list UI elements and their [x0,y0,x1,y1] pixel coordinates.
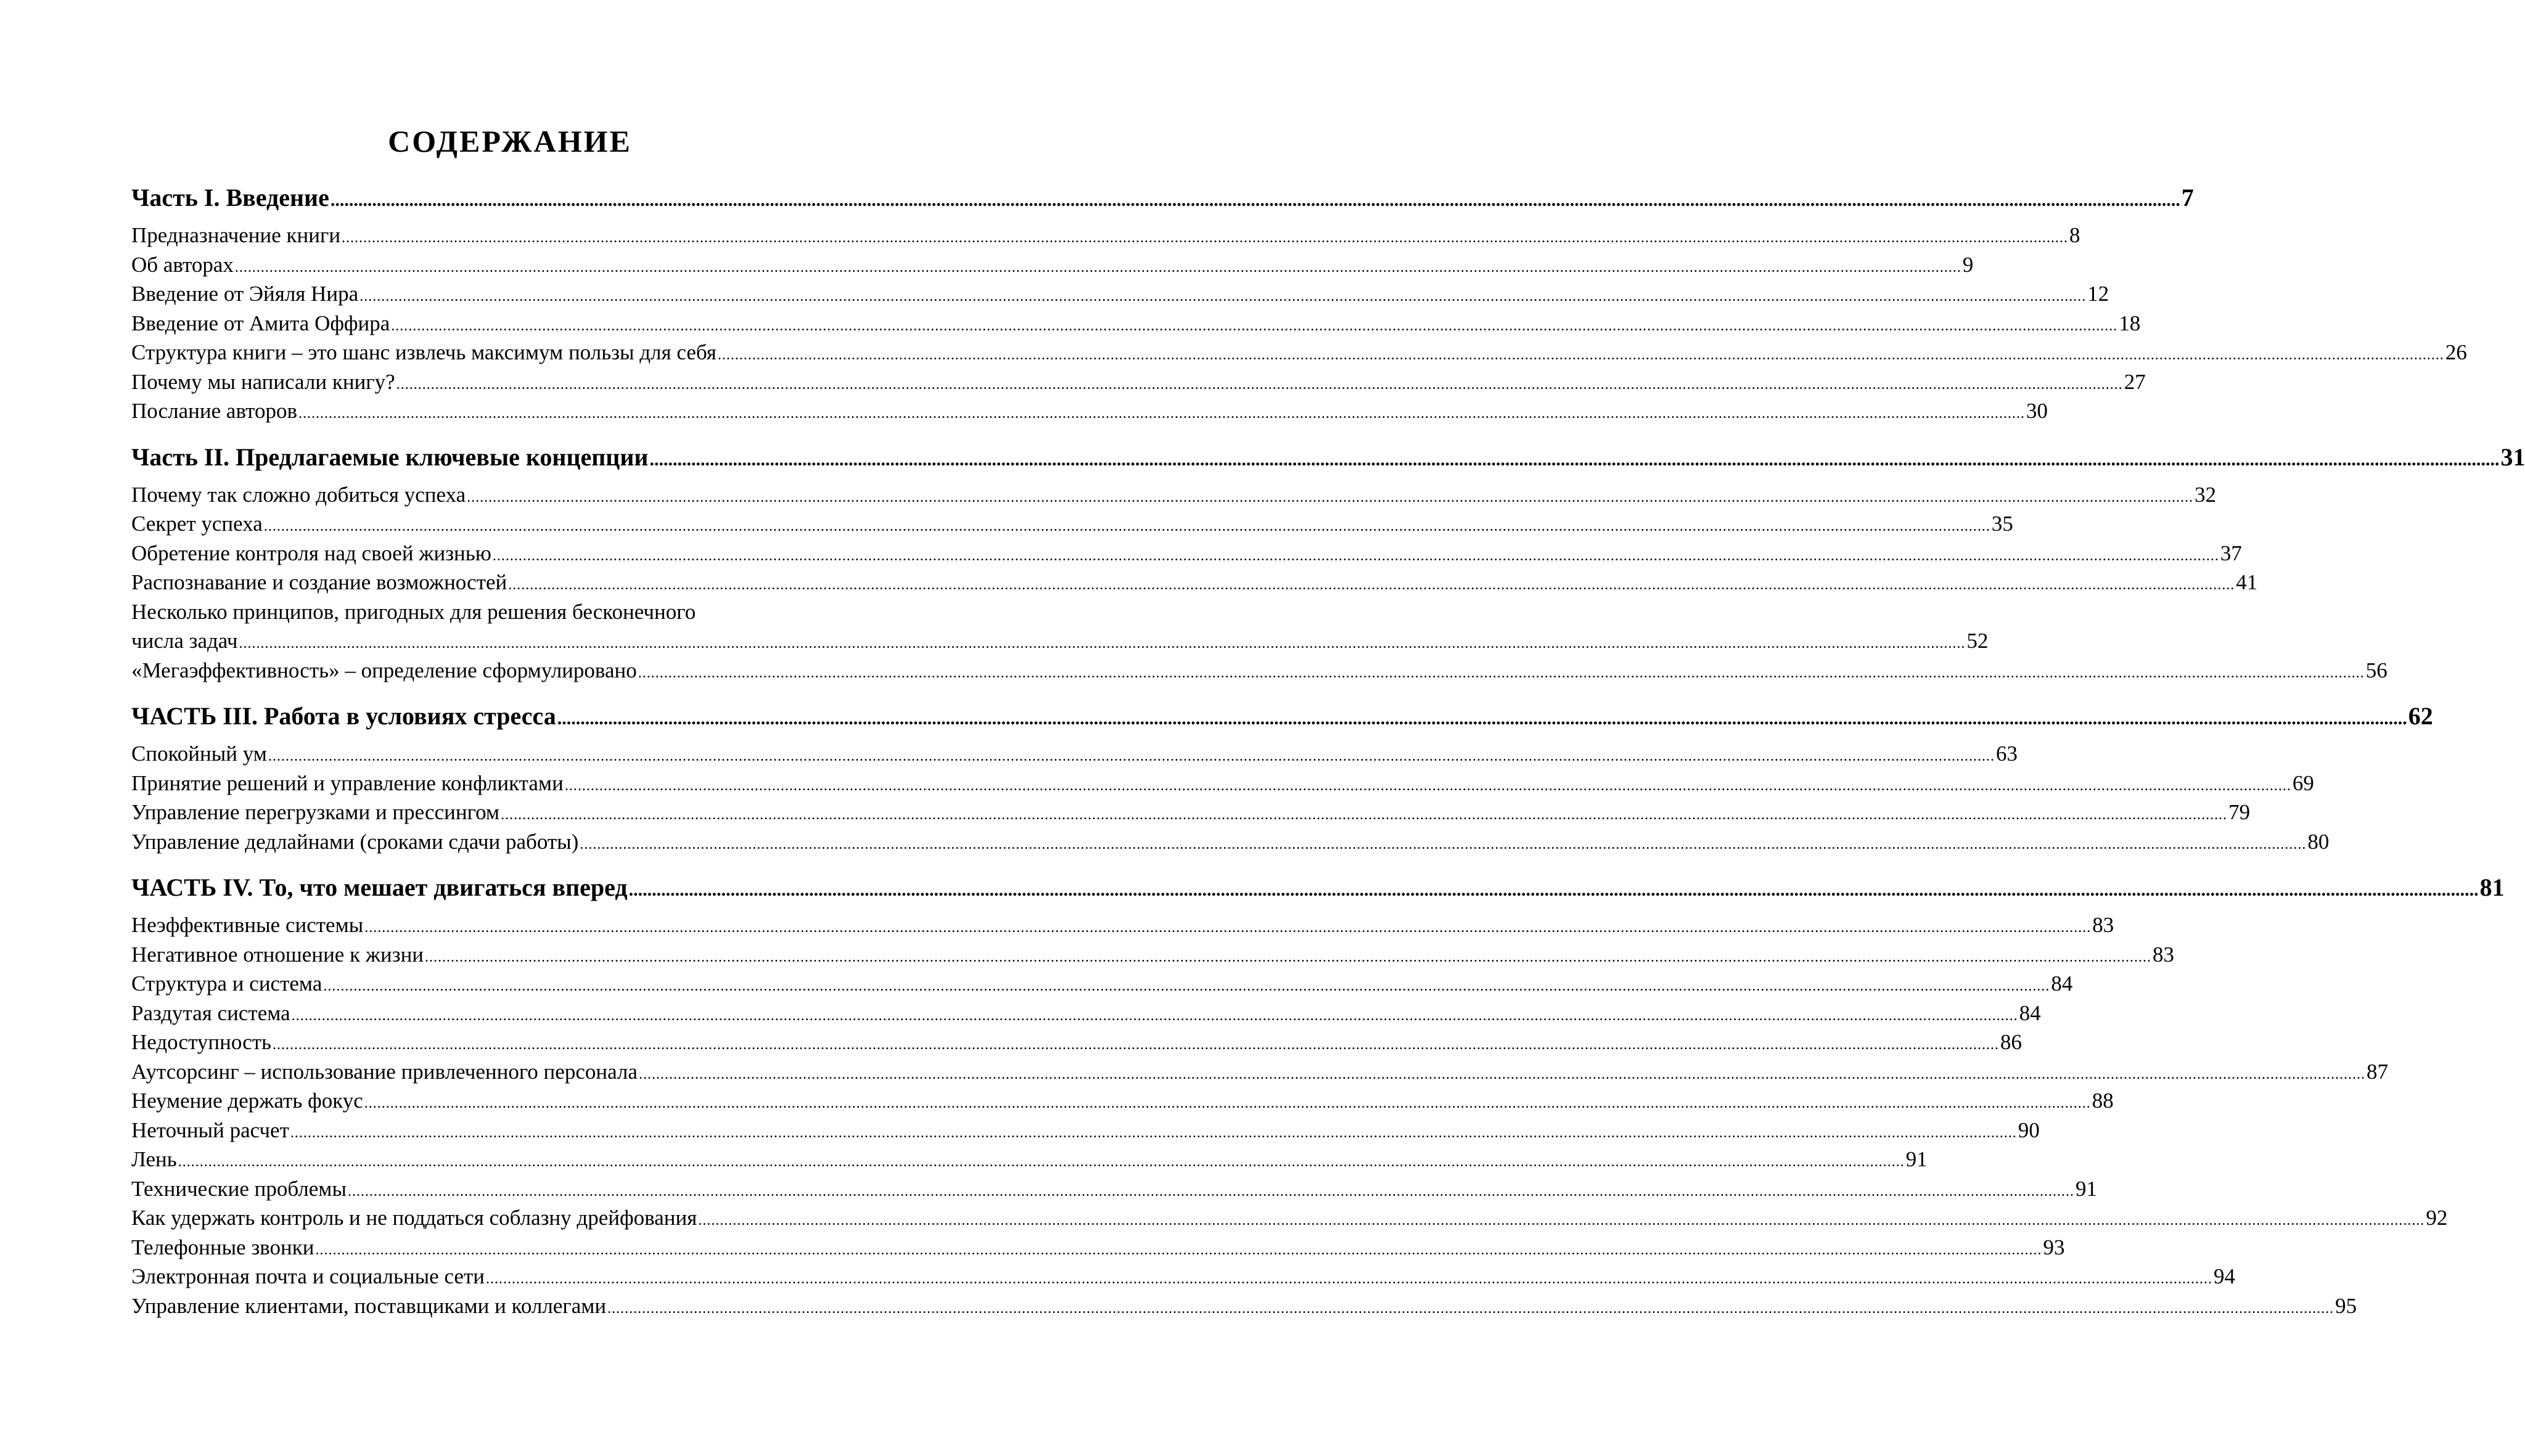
page-number: 7 [2181,184,2194,211]
page-title: СОДЕРЖАНИЕ [388,124,632,158]
toc-entry[interactable] [131,480,2217,510]
dot-leader: ................................................................................................................................................................................................................................................................................................................................................................................................................ [717,347,2444,363]
page-number: 86 [2000,1030,2022,1054]
entry-title: Спокойный ум [131,742,267,766]
toc-entry[interactable] [131,1262,2235,1291]
page-number: 91 [2075,1176,2097,1201]
page-number: 83 [2153,942,2175,967]
dot-leader: ................................................................................................................................................................................................................................................................................................................................................................................................................ [607,1300,2334,1317]
dot-leader: ................................................................................................................................................................................................................................................................................................................................................................................................................ [580,836,2307,853]
toc-entry[interactable] [131,568,2258,597]
toc-entry[interactable] [131,509,2013,539]
toc-entry[interactable] [131,1028,2022,1057]
dot-leader: ................................................................................................................................................................................................................................................................................................................................................................................................................ [649,449,2500,470]
page-number: 32 [2194,482,2217,507]
entry-title: Распознавание и создание возможностей [131,570,507,594]
toc-entry[interactable] [131,1086,2114,1116]
page-number: 79 [2228,800,2251,824]
entry-title: Управление дедлайнами (сроками сдачи работы) [131,829,579,854]
entry-title: Часть II. Предлагаемые ключевые концепции [131,443,649,471]
toc-entry[interactable] [131,940,2175,970]
toc-entry[interactable] [131,1233,2065,1262]
page-number: 52 [1966,629,1989,653]
page-number: 12 [2087,282,2109,306]
dot-leader: ................................................................................................................................................................................................................................................................................................................................................................................................................ [391,317,2118,334]
page-number: 91 [1905,1147,1928,1171]
entry-title: Об авторах [131,252,234,277]
toc-entry[interactable] [131,539,2242,568]
entry-title: Управление перегрузками и прессингом [131,800,500,824]
dot-leader: ................................................................................................................................................................................................................................................................................................................................................................................................................ [273,1037,2000,1053]
page-number: 84 [2019,1000,2041,1025]
toc-part-heading[interactable] [131,442,2525,473]
toc-section [131,442,2525,685]
dot-leader: ................................................................................................................................................................................................................................................................................................................................................................................................................ [492,547,2219,564]
page-number: 8 [2069,223,2080,247]
toc-entry[interactable] [131,1145,1928,1174]
page-number: 30 [2026,399,2048,423]
toc-entry[interactable] [131,626,1989,656]
dot-leader: ................................................................................................................................................................................................................................................................................................................................................................................................................ [330,190,2180,210]
entry-title: Предназначение книги [131,223,341,247]
page-number: 69 [2292,771,2314,795]
entry-title: Аутсорсинг – использование привлеченного персонала [131,1059,638,1084]
entry-title-line1[interactable]: Несколько принципов, пригодных для решения бесконечного [131,599,696,624]
toc-entry[interactable] [131,969,2073,999]
dot-leader: ................................................................................................................................................................................................................................................................................................................................................................................................................ [268,748,1995,764]
toc-entry[interactable] [131,1116,2040,1145]
dot-leader: ................................................................................................................................................................................................................................................................................................................................................................................................................ [638,1066,2365,1082]
page-number: 92 [2426,1206,2448,1230]
dot-leader: ................................................................................................................................................................................................................................................................................................................................................................................................................ [467,489,2194,505]
toc-section [131,701,2433,856]
entry-title: Введение от Амита Оффира [131,311,390,335]
page-number: 35 [1991,512,2013,536]
page-number: 90 [2018,1118,2040,1142]
toc-entry[interactable] [131,250,1974,280]
entry-title: Послание авторов [131,399,297,423]
toc-entry[interactable] [131,739,2018,769]
toc-entry[interactable] [131,338,2467,367]
entry-title: Почему так сложно добиться успеха [131,482,466,507]
entry-title: Недоступность [131,1030,272,1054]
page-number: 95 [2335,1293,2357,1318]
dot-leader: ................................................................................................................................................................................................................................................................................................................................................................................................................ [508,577,2235,593]
dot-leader: ................................................................................................................................................................................................................................................................................................................................................................................................................ [564,777,2291,794]
toc-entry[interactable] [131,396,2048,426]
toc-entry[interactable] [131,656,2387,685]
page-number: 87 [2366,1059,2388,1084]
dot-leader: ................................................................................................................................................................................................................................................................................................................................................................................................................ [425,949,2152,965]
dot-leader: ................................................................................................................................................................................................................................................................................................................................................................................................................ [396,376,2123,393]
page-number: 41 [2236,570,2258,594]
dot-leader: ................................................................................................................................................................................................................................................................................................................................................................................................................ [628,880,2479,900]
page-number: 62 [2408,702,2433,730]
page-number: 88 [2092,1089,2114,1113]
entry-title: Электронная почта и социальные сети [131,1264,485,1288]
entry-title: Телефонные звонки [131,1235,314,1259]
toc-entry[interactable] [131,367,2146,397]
entry-title: Управление клиентами, поставщиками и коллегами [131,1293,607,1318]
entry-title: Структура книги – это шанс извлечь максимум пользы для себя [131,340,716,364]
toc-section [131,872,2505,1320]
page-number: 84 [2051,971,2073,996]
toc-entry[interactable] [131,1174,2097,1204]
dot-leader: ................................................................................................................................................................................................................................................................................................................................................................................................................ [342,230,2069,246]
entry-title: числа задач [131,629,238,653]
page-number: 56 [2365,658,2387,682]
dot-leader: ................................................................................................................................................................................................................................................................................................................................................................................................................ [263,518,1990,534]
entry-title: Структура и система [131,971,322,996]
dot-leader: ................................................................................................................................................................................................................................................................................................................................................................................................................ [347,1183,2074,1200]
entry-title: Почему мы написали книгу? [131,369,395,394]
dot-leader: ................................................................................................................................................................................................................................................................................................................................................................................................................ [501,807,2228,823]
page-number: 9 [1962,252,1974,277]
dot-leader: ................................................................................................................................................................................................................................................................................................................................................................................................................ [557,708,2407,729]
entry-title: Часть I. Введение [131,184,329,211]
entry-title: Введение от Эйяля Нира [131,282,359,306]
dot-leader: ................................................................................................................................................................................................................................................................................................................................................................................................................ [291,1007,2018,1024]
toc-entry[interactable] [131,1291,2357,1321]
page-number: 93 [2043,1235,2065,1259]
toc-entry[interactable] [131,279,2109,309]
toc-entry[interactable] [131,1057,2388,1087]
entry-title: Негативное отношение к жизни [131,942,424,967]
entry-title: Секрет успеха [131,512,263,536]
page-number: 26 [2445,340,2467,364]
dot-leader: ................................................................................................................................................................................................................................................................................................................................................................................................................ [359,288,2087,305]
entry-title: Неэффективные системы [131,913,364,937]
entry-title: ЧАСТЬ IV. То, что мешает двигаться вперед [131,873,628,901]
toc-part-heading[interactable] [131,872,2505,903]
dot-leader: ................................................................................................................................................................................................................................................................................................................................................................................................................ [323,978,2050,994]
table-of-contents [131,182,2525,1336]
toc-entry[interactable] [131,910,2114,940]
dot-leader: ................................................................................................................................................................................................................................................................................................................................................................................................................ [178,1154,1905,1170]
entry-title: ЧАСТЬ III. Работа в условиях стресса [131,702,556,730]
entry-title: Технические проблемы [131,1176,347,1201]
page-number: 27 [2124,369,2146,394]
toc-entry[interactable] [131,221,2080,250]
toc-entry[interactable] [131,309,2141,338]
dot-leader: ................................................................................................................................................................................................................................................................................................................................................................................................................ [315,1241,2042,1258]
toc-entry[interactable] [131,827,2330,857]
toc-part-heading[interactable] [131,182,2194,213]
dot-leader: ................................................................................................................................................................................................................................................................................................................................................................................................................ [486,1271,2212,1287]
toc-part-heading[interactable] [131,701,2433,732]
dot-leader: ................................................................................................................................................................................................................................................................................................................................................................................................................ [290,1124,2017,1141]
page-number: 18 [2119,311,2141,335]
entry-title: Лень [131,1147,177,1171]
entry-title: Неумение держать фокус [131,1089,363,1113]
entry-title: Обретение контроля над своей жизнью [131,541,491,565]
page-number: 83 [2092,913,2114,937]
page-number: 37 [2220,541,2242,565]
toc-entry[interactable] [131,1203,2448,1233]
page-number: 63 [1995,742,2018,766]
toc-entry[interactable] [131,798,2251,827]
dot-leader: ................................................................................................................................................................................................................................................................................................................................................................................................................ [234,259,1961,276]
entry-title: Неточный расчет [131,1118,289,1142]
page-number: 81 [2479,873,2505,901]
page-number: 80 [2307,829,2330,854]
toc-entry[interactable] [131,769,2314,798]
dot-leader: ................................................................................................................................................................................................................................................................................................................................................................................................................ [239,636,1966,652]
toc-entry[interactable] [131,999,2041,1028]
entry-title: Принятие решений и управление конфликтами [131,771,564,795]
entry-title: Как удержать контроль и не поддаться соблазну дрейфования [131,1206,697,1230]
dot-leader: ................................................................................................................................................................................................................................................................................................................................................................................................................ [298,406,2025,422]
entry-title: «Мегаэффективность» – определение сформулировано [131,658,637,682]
page-number: 94 [2214,1264,2235,1288]
dot-leader: ................................................................................................................................................................................................................................................................................................................................................................................................................ [364,920,2092,936]
toc-section [131,182,2467,426]
dot-leader: ................................................................................................................................................................................................................................................................................................................................................................................................................ [638,665,2365,681]
dot-leader: ................................................................................................................................................................................................................................................................................................................................................................................................................ [364,1095,2091,1111]
dot-leader: ................................................................................................................................................................................................................................................................................................................................................................................................................ [698,1213,2425,1229]
page-number: 31 [2500,443,2525,471]
entry-title: Раздутая система [131,1000,290,1025]
